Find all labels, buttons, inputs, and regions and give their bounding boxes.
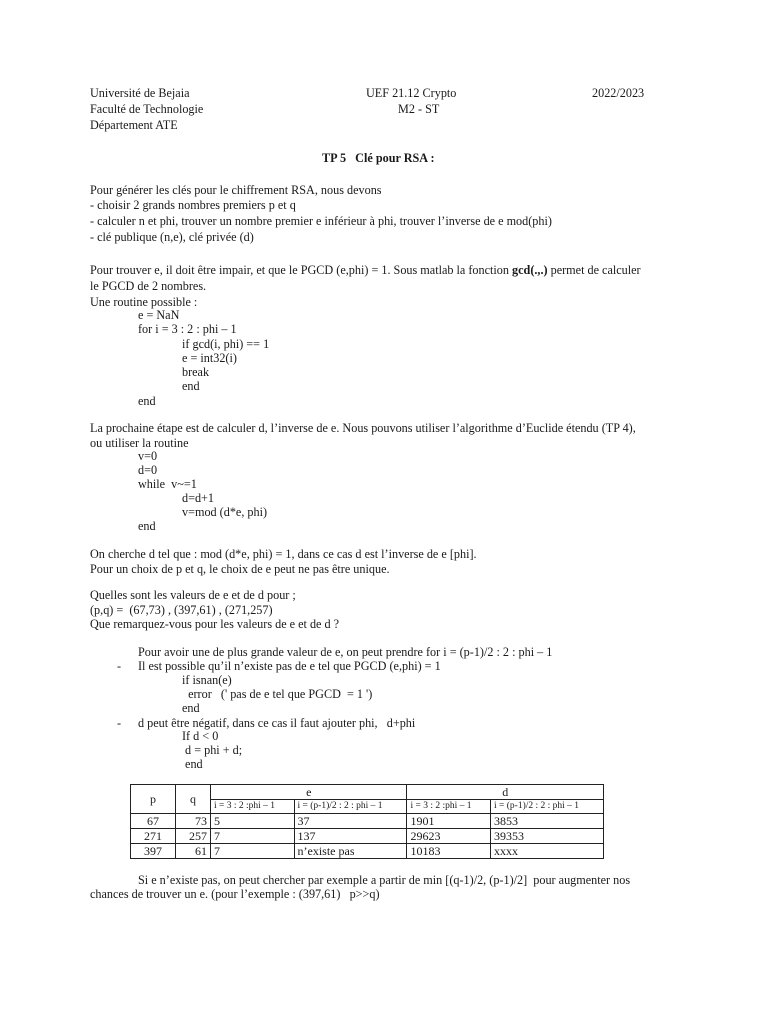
larger-e-line: Pour avoir une de plus grande valeur de e, on peut prendre for i = (p-1)/2 : 2 : phi – 1 [138,645,553,659]
table-subheader: i = (p-1)/2 : 2 : phi – 1 [491,800,604,814]
table-header-q: q [176,785,211,814]
table-subheader: i = (p-1)/2 : 2 : phi – 1 [294,800,407,814]
table-cell: 5 [211,814,295,829]
table-header-e: e [211,785,407,800]
closing-line1: Si e n’existe pas, on peut chercher par exemple a partir de min [(q-1)/2, (p-1)/2] pour augmenter nos [138,873,631,887]
question-line: Quelles sont les valeurs de e et de d pour ; [90,588,296,602]
table-cell: 3853 [491,814,604,829]
table-cell: 271 [131,829,176,844]
table-cell: 397 [131,844,176,859]
intro-line: Pour générer les clés pour le chiffrement RSA, nous devons [90,183,382,197]
table-cell: 7 [211,844,295,859]
code-line: if gcd(i, phi) == 1 [182,337,270,351]
header-course: UEF 21.12 Crypto [366,86,457,100]
table-header-d: d [407,785,604,800]
header-department: Département ATE [90,118,178,132]
code-line: e = int32(i) [182,351,237,365]
para-e-text: Pour trouver e, il doit être impair, et que le PGCD (e,phi) = 1. Sous matlab la fonction [90,263,513,277]
table-cell: xxxx [491,844,604,859]
table-cell: 39353 [491,829,604,844]
para-e-text-end: permet de calculer [547,263,641,277]
para-e-line3: Une routine possible : [90,295,198,309]
code-line: end [138,519,156,533]
table-cell: 1901 [407,814,491,829]
bullet-text: d peut être négatif, dans ce cas il faut ajouter phi, d+phi [138,716,416,730]
closing-line2: chances de trouver un e. (pour l’exemple : (397,61) p>>q) [90,887,380,901]
table-cell: 7 [211,829,295,844]
table-header-row [131,785,604,800]
bullet-text: Il est possible qu’il n’existe pas de e tel que PGCD (e,phi) = 1 [138,659,441,673]
table-cell: 67 [131,814,176,829]
code-line: if isnan(e) [182,673,232,687]
para-mod-line2: Pour un choix de p et q, le choix de e peut ne pas être unique. [90,562,390,576]
table-cell: 29623 [407,829,491,844]
code-line: end [182,757,203,771]
code-line: for i = 3 : 2 : phi – 1 [138,322,237,336]
code-line: end [182,379,200,393]
header-level: M2 - ST [398,102,440,116]
code-line: v=0 [138,449,158,463]
code-line: e = NaN [138,308,180,322]
code-line: d=0 [138,463,158,477]
table-row [131,844,604,859]
table-subheader: i = 3 : 2 :phi – 1 [211,800,295,814]
code-line: while v~=1 [138,477,197,491]
question-line: Que remarquez-vous pour les valeurs de e et de d ? [90,617,340,631]
bullet-mark: - [117,716,122,730]
code-line: end [138,394,156,408]
table-cell: 73 [176,814,211,829]
table-header-p: p [131,785,176,814]
code-line: d=d+1 [182,491,215,505]
question-line: (p,q) = (67,73) , (397,61) , (271,257) [90,603,273,617]
code-line: v=mod (d*e, phi) [182,505,268,519]
gcd-function: gcd(.,.) [512,263,548,277]
page-title: TP 5 Clé pour RSA : [322,151,435,165]
header-faculty: Faculté de Technologie [90,102,204,116]
intro-line: - choisir 2 grands nombres premiers p et q [90,198,296,212]
para-e-line1 [90,263,641,277]
table-cell: n’existe pas [294,844,407,859]
table-cell: 257 [176,829,211,844]
para-d-line1: La prochaine étape est de calculer d, l’inverse de e. Nous pouvons utiliser l’algorithme d’Euclide étendu (TP 4), [90,421,636,435]
results-table [130,784,604,859]
para-mod-line1: On cherche d tel que : mod (d*e, phi) = 1, dans ce cas d est l’inverse de e [phi]. [90,547,477,561]
code-line: break [182,365,210,379]
table-cell: 61 [176,844,211,859]
bullet-mark: - [117,659,122,673]
header-year: 2022/2023 [592,86,645,100]
intro-line: - calculer n et phi, trouver un nombre premier e inférieur à phi, trouver l’inverse de e mod(phi) [90,214,552,228]
table-row [131,814,604,829]
para-e-line2: le PGCD de 2 nombres. [90,279,207,293]
table-row [131,829,604,844]
table-cell: 137 [294,829,407,844]
code-line: d = phi + d; [182,743,243,757]
intro-line: - clé publique (n,e), clé privée (d) [90,230,254,244]
table-cell: 37 [294,814,407,829]
header-university: Université de Bejaia [90,86,190,100]
table-cell: 10183 [407,844,491,859]
table-subheader: i = 3 : 2 :phi – 1 [407,800,491,814]
code-line: error (' pas de e tel que PGCD = 1 ') [182,687,373,701]
code-line: end [182,701,200,715]
code-line: If d < 0 [182,729,219,743]
para-d-line2: ou utiliser la routine [90,436,189,450]
